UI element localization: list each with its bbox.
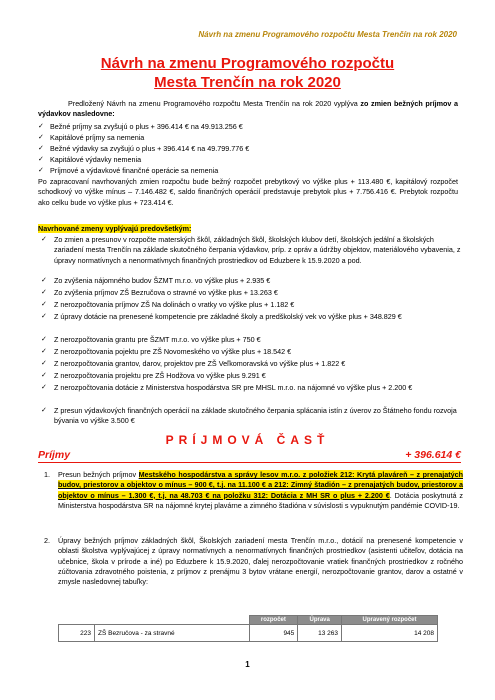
reason-item: ✓ Z nerozpočtovania príjmov ZŠ Na dolinách o vratky vo výške plus + 1.182 € (41, 300, 295, 309)
reason-item: ✓ Zo zmien a presunov v rozpočte materských škôl, základných škôl, školských klubov detí, školských jedální a školských zariadení mesta Trenčín na základe skutočného čerpania výdavkov, príp. z opráv a údržby objektov, materiálového vybavenia, z úpravy normatívnych a nenormatívnych finančných prostriedkov od Eduzbere k 15.9.2020 a pod. (41, 235, 461, 265)
checkmark-icon: ✓ (41, 301, 47, 308)
checkmark-icon: ✓ (41, 384, 47, 391)
document-page: Návrh na zmenu Programového rozpočtu Mesta Trenčín na rok 2020 Návrh na zmenu Programového rozpočtu Mesta Trenčín na rok 2020 Predložený Návrh na zmenu Programového rozpočtu Mesta Trenčín na rok 2020 vyplýva zo zmien bežných príjmov a výdavkov nasledovne: ✓ Bežné príjmy sa zvyšujú o plus + 396.414 € na 49.913.256 € ✓ Kapitálové príjmy sa nemenia ✓ Bežné výdavky sa zvyšujú o plus + 396.414 € na 49.799.776 € ✓ Kapitálové výdavky nemenia ✓ Príjmové a výdavkové finančné operácie sa nemenia Po zapracovaní navrhovaných zmien rozpočtu bude bežný rozpočet prebytkový vo výške plus + 113.480 €, kapitálový rozpočet schodkový vo výške mínus – 7.146.482 €, saldo finančných operácií predstavuje prebytok plus + 7.756.416 €. Prebytok rozpočtu ako celku bude vo výške plus + 723.414 €. Navrhované zmeny vyplývajú predovšetkým: ✓ Zo zmien a presunov v rozpočte materských škôl, základných škôl, školských klubov detí, školských jedální a školských zariadení mesta Trenčín na základe skutočného čerpania výdavkov, príp. z opráv a údržby objektov, materiálového vybavenia, z úpravy normatívnych a nenormatívnych finančných prostriedkov od Eduzbere k 15.9.2020 a pod. ✓ Zo zvýšenia nájomného budov ŠZMT m.r.o. vo výške plus + 2.935 € ✓ Zo zvýšenia príjmov ZŠ Bezručova o stravné vo výške plus + 13.263 € ✓ Z nerozpočtovania príjmov ZŠ Na dolinách o vratky vo výške plus + 1.182 € ✓ Z úpravy dotácie na prenesené kompetencie pre základné školy a predškolský vek vo výške plus + 348.829 € ✓ Z nerozpočtovania grantu pre ŠZMT m.r.o. vo výške plus + 750 € ✓ Z nerozpočtovania pojektu pre ZŠ Novomeského vo výške plus + 18.542 € ✓ Z nerozpočtovania grantov, darov, projektov pre ZŠ Veľkomoravská vo výške plus + 1.822 € ✓ Z nerozpočtovania projektu pre ZŠ Hodžova vo výške plus 9.291 € ✓ Z nerozpočtovania dotácie z Ministerstva hospodárstva SR pre MHSL m.r.o. na nájomné vo výške plus + 2.200 € ✓ Z presun výdavkových finančných operácií na základe skutočného čerpania splácania istín z úverov zo Štátneho fondu rozvoja bývania vo výške 3.500 € PRÍJMOVÁ ČASŤ Príjmy + 396.614 € 1. Presun bežných príjmov Mestského hospodárstva a správy lesov m.r.o. z položiek 212: Krytá plaváreň – z prenajatých budov, priestorov a objektov o mínus – 900 €, t.j. na 11.100 € a 212: Zimný štadión – z prenajatých budov, priestorov a objektov o mínus – 1.300 €, t.j. na 48.703 € na položku 312: Dotácia z MH SR o plus + 2.200 €. Dotácia poskytnutá z Ministerstva hospodárstva SR na nájomné krytej plavárne a zimného štadióna v súvislosti s vypuknutým pandémie COVID-19. 2. Úpravy bežných príjmov základných škôl, Školských zariadení mesta Trenčín m.r.o., dotácií na prenesené kompetencie v oblasti školstva vyplývajúcej z úpravy normatívnych a nenormatívnych finančných prostriedkov (asistenti učiteľov, dotácia na učebnice, škola v prírode a iné) po Eduzbere k 15.9.2020, ďalej nerozpočtovanie vratiek finančných prostriedkov z ročného zúčtovania zdravotného poistenia, z príjmov z prenájmu 3 bytov vrátane energií, nerozpočtovanie grantov, darov a ostatné v zmysle nasledovnej tabuľky: rozpočet Úprava Upravený rozpočet 223 ZŠ Bezručova - za stravné 945 13 263 14 208 1 (0, 0, 495, 700)
checkmark-icon: ✓ (38, 156, 44, 163)
reason-item: ✓ Z presun výdavkových finančných operácií na základe skutočného čerpania splácania istín z úverov zo Štátneho fondu rozvoja bývania vo výške 3.500 € (41, 406, 457, 426)
document-title-line1: Návrh na zmenu Programového rozpočtu (100, 55, 395, 72)
checkmark-icon: ✓ (41, 313, 47, 320)
reason-item: ✓ Z úpravy dotácie na prenesené kompetencie pre základné školy a predškolský vek vo výške plus + 348.829 € (41, 312, 402, 321)
item-number: 1. (44, 470, 50, 479)
reason-item: ✓ Z nerozpočtovania grantu pre ŠZMT m.r.o. vo výške plus + 750 € (41, 335, 261, 344)
running-header: Návrh na zmenu Programového rozpočtu Mesta Trenčín na rok 2020 (198, 30, 457, 39)
cell-budget: 945 (249, 625, 298, 642)
item1-paragraph: Presun bežných príjmov Mestského hospodárstva a správy lesov m.r.o. z položiek 212: Krytá plaváreň – z prenajatých budov, priestorov a objektov o mínus – 900 €, t.j. na 11.100 € a 212: Zimný štadión – z prenajatých budov, priestorov a objektov o mínus – 1.300 €, t.j. na 48.703 € na položku 312: Dotácia z MH SR o plus + 2.200 €. Dotácia poskytnutá z Ministerstva hospodárstva SR na nájomné krytej plavárne a zimného štadióna v súvislosti s vypuknutým pandémie COVID-19. (58, 470, 463, 510)
checkmark-icon: ✓ (38, 145, 44, 152)
reason-item: ✓ Z nerozpočtovania pojektu pre ZŠ Novomeského vo výške plus + 18.542 € (41, 347, 292, 356)
col-header: rozpočet (249, 616, 298, 625)
reason-item: ✓ Z nerozpočtovania projektu pre ZŠ Hodžova vo výške plus 9.291 € (41, 371, 266, 380)
item1-highlight: Mestského hospodárstva a správy lesov m.r.o. z položiek 212: Krytá plaváreň – z prenajatých budov, priestorov a objektov o mínus – 900 €, t.j. na 11.100 € a 212: Zimný štadión – z prenajatých budov, priestorov a objektov o mínus – 1.300 €, t.j. na 48.703 € na položku 312: Dotácia z MH SR o plus + 2.200 € (58, 470, 463, 500)
reason-item: ✓ Zo zvýšenia príjmov ZŠ Bezručova o stravné vo výške plus + 13.263 € (41, 288, 278, 297)
checkmark-icon: ✓ (41, 348, 47, 355)
checkmark-icon: ✓ (41, 236, 47, 243)
intro-text: Predložený Návrh na zmenu Programového rozpočtu Mesta Trenčín na rok 2020 vyplýva (68, 99, 361, 108)
table-row (59, 625, 438, 642)
checkmark-icon: ✓ (38, 167, 44, 174)
prijmy-value: + 396.614 € (405, 449, 461, 461)
checkmark-icon: ✓ (41, 336, 47, 343)
document-title-line2: Mesta Trenčín na rok 2020 (154, 74, 341, 91)
cell-adjusted: 14 208 (342, 625, 438, 642)
section-title: PRÍJMOVÁ ČASŤ (165, 433, 330, 447)
reason-item: ✓ Z nerozpočtovania grantov, darov, projektov pre ZŠ Veľkomoravská vo výške plus + 1.822 € (41, 359, 346, 368)
main-changes-heading: Navrhované zmeny vyplývajú predovšetkým: (38, 224, 192, 233)
reason-item: ✓ Z nerozpočtovania dotácie z Ministerstva hospodárstva SR pre MHSL m.r.o. na nájomné vo výške plus + 2.200 € (41, 383, 413, 392)
checkmark-icon: ✓ (38, 123, 44, 130)
cell-code: 223 (59, 625, 95, 642)
intro-bold: zo zmien bežných príjmov a výdavkov nasledovne: (38, 99, 458, 119)
item2-paragraph: Úpravy bežných príjmov základných škôl, Školských zariadení mesta Trenčín m.r.o., dotácií na prenesené kompetencie v oblasti školstva vyplývajúcej z úpravy normatívnych a nenormatívnych finančných prostriedkov (asistenti učiteľov, dotácia na učebnice, škola v prírode a iné) po Eduzbere k 15.9.2020, ďalej nerozpočtovanie vratiek finančných prostriedkov z ročného zúčtovania zdravotného poistenia, z príjmov z prenájmu 3 bytov vrátane energií, nerozpočtovanie grantov, darov a ostatné v zmysle nasledovnej tabuľky: (58, 536, 463, 587)
intro-paragraph (38, 99, 458, 120)
item-number: 2. (44, 536, 50, 545)
col-header: Upravený rozpočet (342, 616, 438, 625)
prijmy-row (38, 449, 461, 463)
checkmark-icon: ✓ (41, 277, 47, 284)
checkmark-icon: ✓ (41, 372, 47, 379)
page-number: 1 (245, 660, 250, 669)
checkmark-icon: ✓ (41, 360, 47, 367)
budget-table (58, 615, 438, 642)
cell-name: ZŠ Bezručova - za stravné (95, 625, 250, 642)
summary-paragraph: Po zapracovaní navrhovaných zmien rozpočtu bude bežný rozpočet prebytkový vo výške plus + 113.480 €, kapitálový rozpočet schodkový vo výške mínus – 7.146.482 €, saldo finančných operácií predstavuje prebytok plus + 7.756.416 €. Prebytok rozpočtu ako celku bude vo výške plus + 723.414 €. (38, 177, 458, 207)
checkmark-icon: ✓ (41, 407, 47, 414)
table-header-row (59, 616, 438, 625)
prijmy-label: Príjmy (38, 449, 71, 461)
checkmark-icon: ✓ (41, 289, 47, 296)
col-header: Úprava (298, 616, 342, 625)
checkmark-icon: ✓ (38, 134, 44, 141)
cell-change: 13 263 (298, 625, 342, 642)
reason-item: ✓ Zo zvýšenia nájomného budov ŠZMT m.r.o. vo výške plus + 2.935 € (41, 276, 271, 285)
